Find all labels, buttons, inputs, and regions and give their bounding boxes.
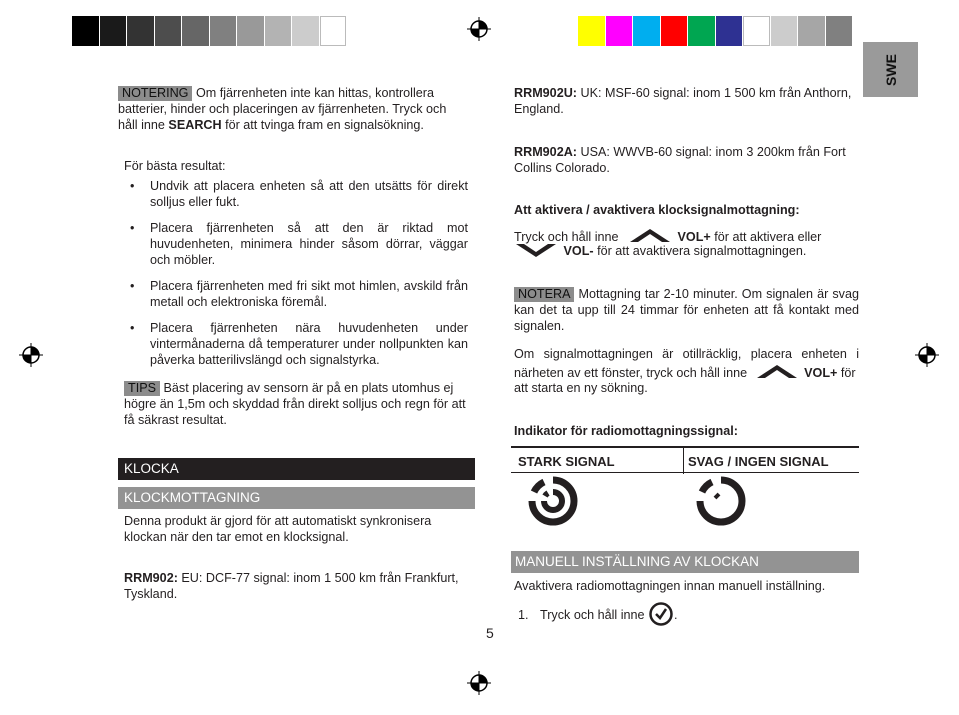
list-item: • Placera fjärrenheten med fri sikt mot himlen, avskild från metall och elektroniska föremål. xyxy=(124,278,468,310)
weak-signal-line-2 xyxy=(514,363,859,381)
activate-text: för att aktivera eller xyxy=(714,230,822,244)
step-1 xyxy=(518,602,678,626)
step-end: . xyxy=(674,608,678,622)
color-swatch xyxy=(633,16,660,46)
page-number: 5 xyxy=(486,625,494,641)
activate-title: Att aktivera / avaktivera klocksignalmottagning: xyxy=(514,203,800,217)
color-swatch xyxy=(771,16,798,46)
vol-down-icon xyxy=(514,243,558,259)
section-title: KLOCKA xyxy=(124,461,179,476)
weak-signal-line-3: att starta en ny sökning. xyxy=(514,381,648,395)
clock-intro: Denna produkt är gjord för att automatiskt synkronisera klockan när den tar emot en klocksignal. xyxy=(124,514,432,544)
model-label: RRM902U: xyxy=(514,86,577,100)
color-swatch xyxy=(182,16,209,46)
activate-line-2 xyxy=(514,243,859,259)
list-item: • Placera fjärrenheten så att den är riktad mot huvudenheten, minimera hinder såsom dörrar, väggar och möbler. xyxy=(124,220,468,268)
color-swatch xyxy=(606,16,633,46)
list-item: • Undvik att placera enheten så att den utsätts för direkt solljus eller fukt. xyxy=(124,178,468,210)
notera-tag: NOTERA xyxy=(514,287,574,302)
vol-up-icon xyxy=(755,363,799,379)
section-title: MANUELL INSTÄLLNING AV KLOCKAN xyxy=(515,554,759,569)
notering-paragraph xyxy=(118,85,468,133)
section-header-klocka xyxy=(118,458,475,480)
registration-mark-icon xyxy=(19,343,43,367)
color-swatch xyxy=(826,16,853,46)
color-swatch xyxy=(743,16,770,46)
weak-text: närheten av ett fönster, tryck och håll inne xyxy=(514,366,748,380)
table-divider xyxy=(511,472,859,473)
registration-mark-icon xyxy=(467,17,491,41)
best-results-list xyxy=(124,178,468,378)
vol-minus-label: VOL- xyxy=(563,244,594,258)
notering-tag: NOTERING xyxy=(118,86,192,101)
color-swatch xyxy=(127,16,154,46)
table-column-divider xyxy=(683,448,684,474)
color-swatch xyxy=(716,16,743,46)
signal-table xyxy=(511,446,859,532)
strong-signal-header: STARK SIGNAL xyxy=(518,454,615,469)
color-swatch xyxy=(155,16,182,46)
color-swatch xyxy=(72,16,99,46)
step-number: 1. xyxy=(518,608,529,622)
vol-plus-label: VOL+ xyxy=(677,230,711,244)
best-results-title: För bästa resultat: xyxy=(124,159,226,173)
language-tab xyxy=(863,42,918,97)
color-swatch xyxy=(688,16,715,46)
manual-intro: Avaktivera radiomottagningen innan manuell inställning. xyxy=(514,579,826,593)
model-text: EU: DCF-77 signal: inom 1 500 km från Frankfurt, Tyskland. xyxy=(124,571,459,601)
model-text: USA: WWVB-60 signal: inom 3 200km från Fort Collins Colorado. xyxy=(514,145,846,175)
color-swatch xyxy=(798,16,825,46)
notering-text: Om fjärrenheten inte kan hittas, kontrollera batterier, hinder och placeringen av fjärrenheten. Tryck och håll inne xyxy=(118,86,447,132)
notera-paragraph xyxy=(514,286,859,334)
rrm902u-paragraph xyxy=(514,85,859,117)
weak-text: för xyxy=(840,366,856,380)
model-text: UK: MSF-60 signal: inom 1 500 km från Anthorn, England. xyxy=(514,86,852,116)
tips-paragraph xyxy=(124,380,468,428)
rrm902-paragraph xyxy=(124,570,468,602)
notering-text-after: för att tvinga fram en signalsökning. xyxy=(225,118,424,132)
color-swatch xyxy=(100,16,127,46)
weak-signal-icon xyxy=(695,476,747,526)
section-header-klockmottagning xyxy=(118,487,475,509)
color-swatch xyxy=(210,16,237,46)
model-label: RRM902A: xyxy=(514,145,577,159)
registration-mark-icon xyxy=(467,671,491,695)
vol-plus-label: VOL+ xyxy=(804,366,838,380)
notera-text: Mottagning tar 2-10 minuter. Om signalen är svag kan det ta upp till 24 timmar för enheten att få kontakt med signalen. xyxy=(514,287,859,333)
strong-signal-icon xyxy=(527,476,579,526)
model-label: RRM902: xyxy=(124,571,178,585)
color-swatch xyxy=(237,16,264,46)
weak-signal-header: SVAG / INGEN SIGNAL xyxy=(688,454,829,469)
section-title: KLOCKMOTTAGNING xyxy=(124,490,261,505)
rrm902a-paragraph xyxy=(514,144,859,176)
indicator-title: Indikator för radiomottagningssignal: xyxy=(514,424,738,438)
weak-signal-line-1: Om signalmottagningen är otillräcklig, placera enheten i xyxy=(514,347,859,361)
language-tab-label: SWE xyxy=(882,53,899,86)
color-swatch xyxy=(292,16,319,46)
color-swatch xyxy=(265,16,292,46)
tips-text: Bäst placering av sensorn är på en plats utomhus ej högre än 1,5m och skyddad från direkt solljus och regn för att få säkrast resultat. xyxy=(124,381,466,427)
activate-text: Tryck och håll inne xyxy=(514,230,619,244)
vol-up-icon xyxy=(628,227,672,243)
activate-text: för att avaktivera signalmottagningen. xyxy=(597,244,807,258)
color-swatch xyxy=(578,16,605,46)
list-item: • Placera fjärrenheten nära huvudenheten under vintermånaderna då temperaturer under nollpunkten kan påverka batterilivslängd och signalstyrka. xyxy=(124,320,468,368)
color-swatch xyxy=(661,16,688,46)
registration-mark-icon xyxy=(915,343,939,367)
search-button-label: SEARCH xyxy=(168,118,222,132)
clock-check-icon xyxy=(648,602,674,626)
color-swatch xyxy=(320,16,347,46)
section-header-manual xyxy=(511,551,859,573)
tips-tag: TIPS xyxy=(124,381,160,396)
step-text: Tryck och håll inne xyxy=(540,608,645,622)
